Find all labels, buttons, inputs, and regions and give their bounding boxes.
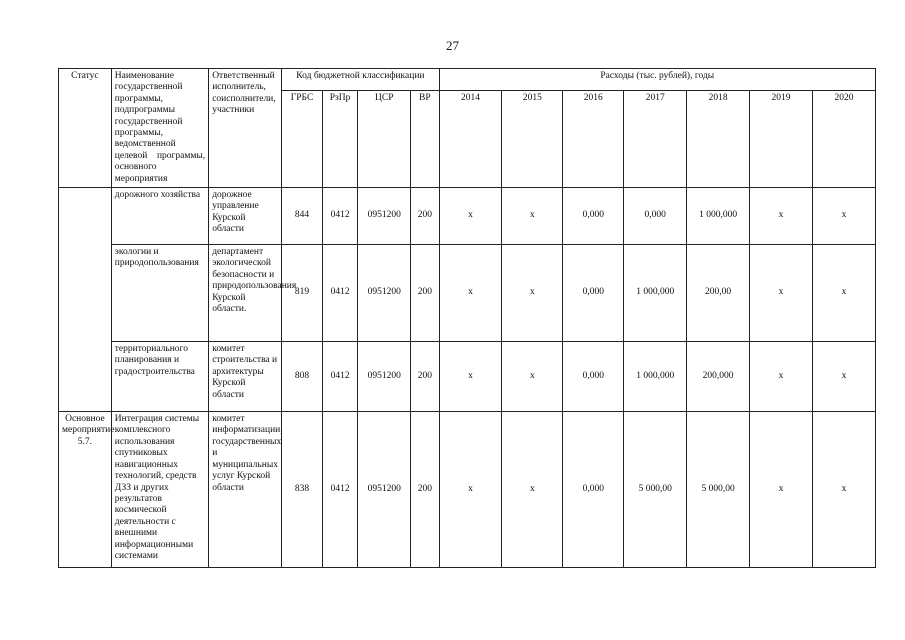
row-value-2018: 5 000,00 <box>687 412 750 568</box>
row-value-2017: 1 000,000 <box>624 245 687 342</box>
row-rzpr: 0412 <box>322 342 358 412</box>
table-row <box>59 412 876 568</box>
header-year-2017: 2017 <box>624 91 687 188</box>
row-value-2016: 0,000 <box>563 412 624 568</box>
header-name: Наименование государственной программы, подпрограммы государственной программы, ведомственной целевой программы, основного мероприятия <box>111 69 208 188</box>
table-row <box>59 188 876 245</box>
row-value-2019: x <box>750 342 813 412</box>
row-vr: 200 <box>411 188 439 245</box>
row-value-2017: 5 000,00 <box>624 412 687 568</box>
row-csr: 0951200 <box>358 342 411 412</box>
row-grbs: 819 <box>282 245 323 342</box>
header-year-2016: 2016 <box>563 91 624 188</box>
row-grbs: 808 <box>282 342 323 412</box>
row-value-2018: 200,000 <box>687 342 750 412</box>
row-grbs: 838 <box>282 412 323 568</box>
row-responsible: департамент экологической безопасности и природопользования Курской области. <box>209 245 282 342</box>
row-value-2019: x <box>750 412 813 568</box>
row-value-2018: 200,00 <box>687 245 750 342</box>
row-value-2015: x <box>502 342 563 412</box>
header-status: Статус <box>59 69 112 188</box>
row-value-2015: x <box>502 245 563 342</box>
page-number: 27 <box>446 38 459 53</box>
row-value-2020: x <box>812 245 875 342</box>
budget-table <box>58 68 876 568</box>
row-responsible: комитет строительства и архитектуры Курской области <box>209 342 282 412</box>
row-rzpr: 0412 <box>322 188 358 245</box>
row-csr: 0951200 <box>358 245 411 342</box>
header-year-2019: 2019 <box>750 91 813 188</box>
table-row <box>59 245 876 342</box>
header-year-2020: 2020 <box>812 91 875 188</box>
header-expenses-group: Расходы (тыс. рублей), годы <box>439 69 875 91</box>
row-value-2016: 0,000 <box>563 245 624 342</box>
row-value-2016: 0,000 <box>563 188 624 245</box>
header-responsible: Ответственный исполнитель, соисполнители, участники <box>209 69 282 188</box>
header-year-2015: 2015 <box>502 91 563 188</box>
row-value-2020: x <box>812 342 875 412</box>
header-rzpr: РзПр <box>322 91 358 188</box>
row-value-2015: x <box>502 412 563 568</box>
row-grbs: 844 <box>282 188 323 245</box>
row-value-2020: x <box>812 188 875 245</box>
table-row <box>59 342 876 412</box>
row-vr: 200 <box>411 342 439 412</box>
header-csr: ЦСР <box>358 91 411 188</box>
header-year-2018: 2018 <box>687 91 750 188</box>
row-value-2019: x <box>750 245 813 342</box>
row-value-2020: x <box>812 412 875 568</box>
row-rzpr: 0412 <box>322 412 358 568</box>
row-value-2014: x <box>439 188 502 245</box>
header-budget-code-group: Код бюджетной классификации <box>282 69 439 91</box>
row-name: Интеграция системы комплексного использования спутниковых навигационных технологий, средств ДЗЗ и других результатов космической деятельности с внешними информационными системами <box>111 412 208 568</box>
row-responsible: дорожное управление Курской области <box>209 188 282 245</box>
header-vr: ВР <box>411 91 439 188</box>
row-value-2019: x <box>750 188 813 245</box>
header-year-2014: 2014 <box>439 91 502 188</box>
row-value-2016: 0,000 <box>563 342 624 412</box>
row-value-2017: 0,000 <box>624 188 687 245</box>
row-vr: 200 <box>411 245 439 342</box>
status-cell <box>59 188 112 412</box>
status-cell: Основное мероприятие 5.7. <box>59 412 112 568</box>
row-responsible: комитет информатизации, государственных и муниципальных услуг Курской области <box>209 412 282 568</box>
row-value-2014: x <box>439 412 502 568</box>
row-name: дорожного хозяйства <box>111 188 208 245</box>
row-value-2018: 1 000,000 <box>687 188 750 245</box>
header-grbs: ГРБС <box>282 91 323 188</box>
row-value-2017: 1 000,000 <box>624 342 687 412</box>
row-value-2014: x <box>439 245 502 342</box>
row-value-2014: x <box>439 342 502 412</box>
row-value-2015: x <box>502 188 563 245</box>
row-csr: 0951200 <box>358 188 411 245</box>
header-row-groups <box>59 69 876 91</box>
row-name: территориального планирования и градостроительства <box>111 342 208 412</box>
row-vr: 200 <box>411 412 439 568</box>
row-rzpr: 0412 <box>322 245 358 342</box>
row-csr: 0951200 <box>358 412 411 568</box>
row-name: экологии и природопользования <box>111 245 208 342</box>
